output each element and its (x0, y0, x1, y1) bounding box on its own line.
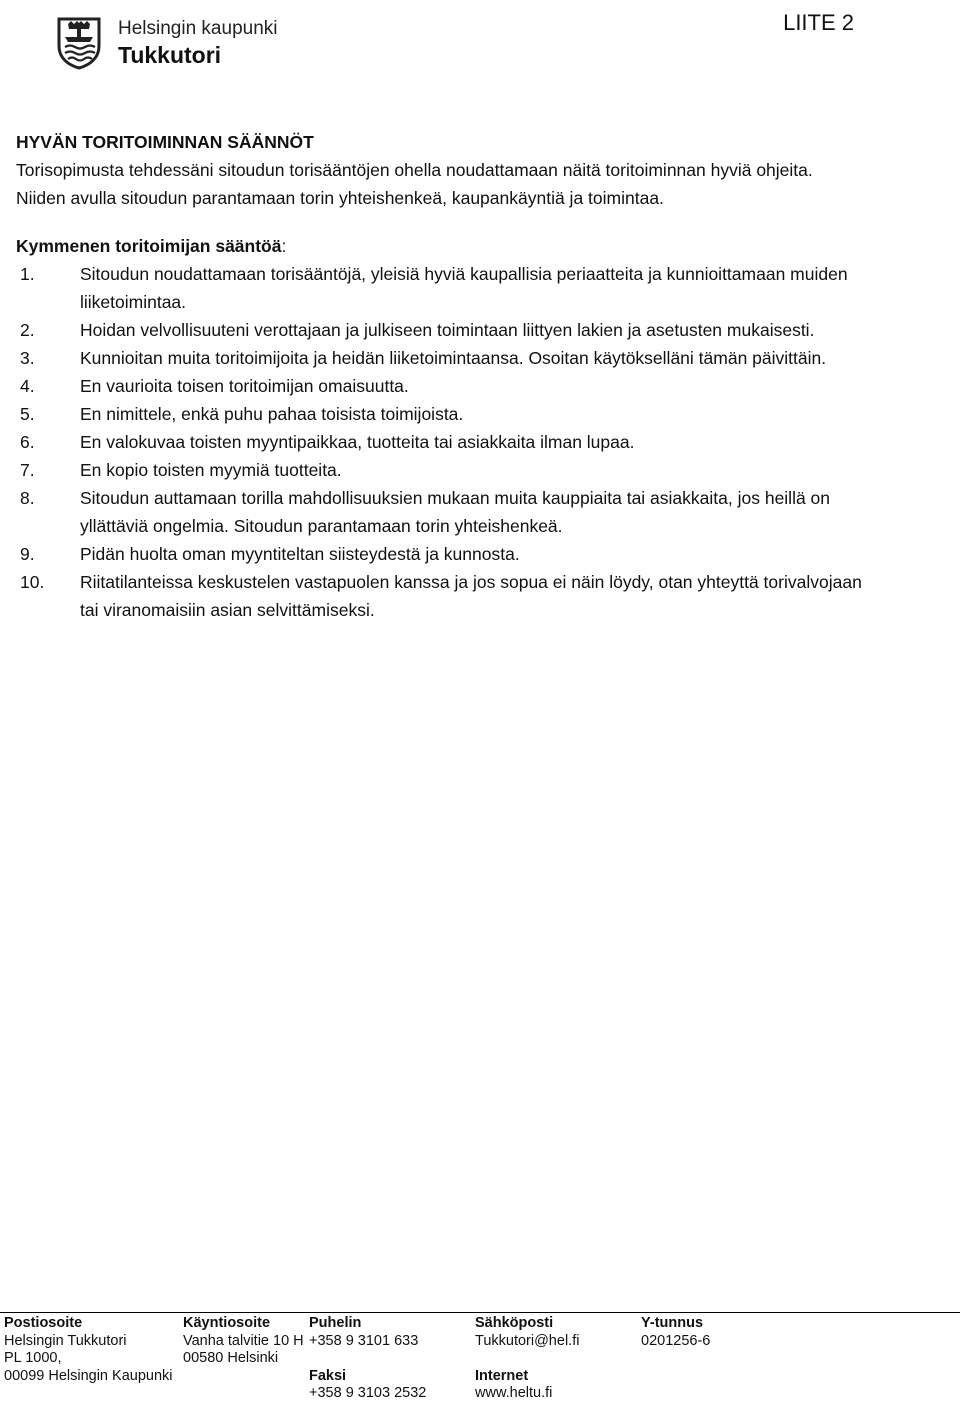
footer-line: Helsingin Tukkutori (4, 1332, 127, 1349)
appendix-label: LIITE 2 (783, 10, 854, 35)
intro-line: Niiden avulla sitoudun parantamaan torin yhteishenkeä, kaupankäyntiä ja toimintaa. (16, 188, 664, 208)
rule-text: Riitatilanteissa keskustelen vastapuolen kanssa ja jos sopua ei näin löydy, otan yhteyttä torivalvojaan tai viranomaisiin asian selvittämiseksi. (80, 572, 862, 620)
footer-line: 00099 Helsingin Kaupunki (4, 1367, 173, 1384)
list-item (16, 400, 876, 428)
rule-text: Kunnioitan muita toritoimijoita ja heidän liiketoimintaansa. Osoitan käytökselläni tämän päivittäin. (80, 348, 827, 368)
rule-text: En kopio toisten myymiä tuotteita. (80, 460, 342, 480)
footer-heading: Sähköposti (475, 1315, 554, 1331)
footer-line: Vanha talvitie 10 H (183, 1332, 304, 1349)
list-item (16, 372, 876, 400)
logo-unit-name: Tukkutori (118, 42, 222, 68)
helsinki-crest-icon (56, 16, 102, 70)
footer-heading: Käyntiosoite (183, 1315, 271, 1331)
footer-visiting-address (183, 1315, 304, 1368)
rule-text: Pidän huolta oman myyntiteltan siisteydestä ja kunnosta. (80, 544, 520, 564)
contact-footer (0, 1312, 960, 1401)
rule-number: 10. (20, 572, 45, 592)
rule-text: Sitoudun auttamaan torilla mahdollisuuksien mukaan muita kauppiaita tai asiakkaita, jos heillä on yllättäviä ongelmia. Sitoudun parantamaan torin yhteishenkeä. (80, 488, 831, 536)
rule-number: 9. (20, 544, 35, 564)
footer-heading: Postiosoite (4, 1315, 83, 1331)
rules-subtitle-text: Kymmenen toritoimijan sääntöä (16, 236, 282, 256)
intro-paragraph (16, 156, 876, 212)
list-item (16, 260, 876, 316)
phone-number: +358 9 3101 633 (309, 1332, 419, 1349)
rule-number: 6. (20, 432, 35, 452)
website-link[interactable]: www.heltu.fi (475, 1385, 553, 1401)
document-body (16, 128, 876, 624)
email-link[interactable]: Tukkutori@hel.fi (475, 1332, 580, 1349)
footer-heading: Faksi (309, 1367, 347, 1384)
footer-line: PL 1000, (4, 1350, 62, 1366)
footer-email-internet (475, 1315, 579, 1403)
rule-text: En valokuvaa toisten myyntipaikkaa, tuotteita tai asiakkaita ilman lupaa. (80, 432, 635, 452)
rules-subtitle-colon: : (281, 236, 287, 256)
rule-number: 8. (20, 488, 35, 508)
rule-number: 5. (20, 404, 35, 424)
footer-heading: Puhelin (309, 1315, 362, 1331)
fax-number: +358 9 3103 2532 (309, 1385, 427, 1401)
rule-text: Hoidan velvollisuuteni verottajaan ja julkiseen toimintaan liittyen lakien ja asetusten mukaisesti. (80, 320, 815, 340)
header-logo (56, 16, 278, 72)
business-id-value: 0201256-6 (641, 1332, 711, 1349)
rule-number: 3. (20, 348, 35, 368)
list-item (16, 568, 876, 624)
rule-number: 7. (20, 460, 35, 480)
footer-heading: Internet (475, 1367, 529, 1384)
footer-line: 00580 Helsinki (183, 1350, 279, 1366)
footer-postal-address (4, 1315, 173, 1385)
footer-heading: Y-tunnus (641, 1315, 704, 1331)
list-item (16, 344, 876, 372)
rule-text: En nimittele, enkä puhu pahaa toisista toimijoista. (80, 404, 464, 424)
rules-subtitle (16, 232, 876, 260)
intro-line: Torisopimusta tehdessäni sitoudun torisääntöjen ohella noudattamaan näitä toritoiminnan hyviä ohjeita. (16, 160, 813, 180)
list-item (16, 540, 876, 568)
footer-business-id (641, 1315, 710, 1350)
rule-text: Sitoudun noudattamaan torisääntöjä, yleisiä hyviä kaupallisia periaatteita ja kunnioittamaan muiden liiketoimintaa. (80, 264, 848, 312)
rule-number: 4. (20, 376, 35, 396)
rule-number: 2. (20, 320, 35, 340)
list-item (16, 316, 876, 344)
rule-text: En vaurioita toisen toritoimijan omaisuutta. (80, 376, 409, 396)
list-item (16, 484, 876, 540)
footer-phone-fax (309, 1315, 426, 1403)
document-title: HYVÄN TORITOIMINNAN SÄÄNNÖT (16, 132, 314, 152)
list-item (16, 428, 876, 456)
list-item (16, 456, 876, 484)
rules-list (16, 260, 876, 624)
rule-number: 1. (20, 264, 35, 284)
logo-city-name: Helsingin kaupunki (118, 18, 278, 39)
